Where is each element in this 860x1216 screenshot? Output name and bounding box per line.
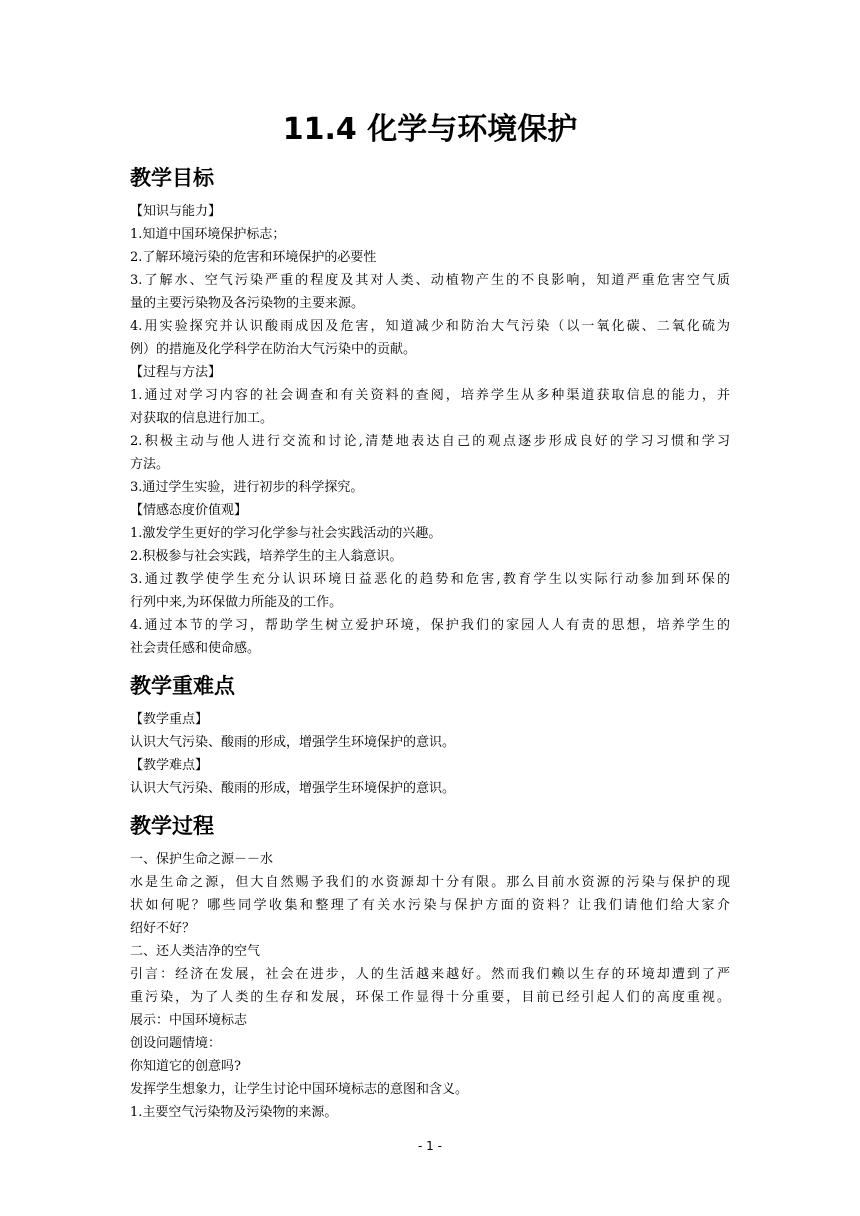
text-line: 【教学重点】 xyxy=(130,712,209,727)
text-line: 行列中来,为环保做力所能及的工作。 xyxy=(130,595,343,610)
text-line: 创设问题情境： xyxy=(130,1036,222,1051)
text-line: 方法。 xyxy=(130,457,170,472)
section-body-objectives xyxy=(130,200,730,660)
text-line: 重污染，为了人类的生存和发展，环保工作显得十分重要，目前已经引起人们的高度重视。 xyxy=(130,990,730,1005)
text-line: 引言：经济在发展，社会在进步，人的生活越来越好。然而我们赖以生存的环境却遭到了严 xyxy=(130,967,730,982)
text-line: 例）的措施及化学科学在防治大气污染中的贡献。 xyxy=(130,342,417,357)
section-heading-key-points: 教学重难点 xyxy=(130,674,235,698)
text-line: 1.知道中国环境保护标志； xyxy=(130,227,286,242)
text-line: 绍好不好？ xyxy=(130,921,196,936)
text-line: 1.激发学生更好的学习化学参与社会实践活动的兴趣。 xyxy=(130,526,442,541)
text-line: 二、还人类洁净的空气 xyxy=(130,944,261,959)
text-line: 2.积极主动与他人进行交流和讨论,清楚地表达自己的观点逐步形成良好的学习习惯和学习 xyxy=(130,434,730,449)
text-line: 3.了解水、空气污染严重的程度及其对人类、动植物产生的不良影响，知道严重危害空气质 xyxy=(130,273,730,288)
text-line: 对获取的信息进行加工。 xyxy=(130,411,274,426)
text-line: 社会责任感和使命感。 xyxy=(130,641,261,656)
text-line: 发挥学生想象力，让学生讨论中国环境标志的意图和含义。 xyxy=(130,1082,469,1097)
text-line: 【情感态度价值观】 xyxy=(130,503,248,518)
text-line: 【教学难点】 xyxy=(130,758,209,773)
text-line: 【知识与能力】 xyxy=(130,204,222,219)
text-line: 【过程与方法】 xyxy=(130,365,222,380)
document-title: 11.4 化学与环境保护 xyxy=(282,112,578,147)
section-heading-process: 教学过程 xyxy=(130,814,214,838)
text-line: 4.用实验探究并认识酸雨成因及危害，知道减少和防治大气污染（以一氧化碳、二氧化硫为 xyxy=(130,319,730,334)
text-line: 认识大气污染、酸雨的形成，增强学生环境保护的意识。 xyxy=(130,735,456,750)
text-line: 量的主要污染物及各污染物的主要来源。 xyxy=(130,296,365,311)
text-line: 认识大气污染、酸雨的形成，增强学生环境保护的意识。 xyxy=(130,781,456,796)
page-number: - 1 - xyxy=(418,1139,442,1153)
text-line: 水是生命之源，但大自然赐予我们的水资源却十分有限。那么目前水资源的污染与保护的现 xyxy=(130,875,730,890)
text-line: 一、保护生命之源－－水 xyxy=(130,852,274,867)
document-page xyxy=(130,0,730,1124)
text-line: 你知道它的创意吗? xyxy=(130,1059,241,1074)
text-line: 1.通过对学习内容的社会调查和有关资料的查阅，培养学生从多种渠道获取信息的能力，并 xyxy=(130,388,730,403)
text-line: 3.通过教学使学生充分认识环境日益恶化的趋势和危害,教育学生以实际行动参加到环保的 xyxy=(130,572,730,587)
text-line: 3.通过学生实验，进行初步的科学探究。 xyxy=(130,480,364,495)
section-body-process xyxy=(130,848,730,1124)
section-body-key-points xyxy=(130,708,730,800)
section-heading-objectives: 教学目标 xyxy=(130,166,214,190)
text-line: 2.积极参与社会实践，培养学生的主人翁意识。 xyxy=(130,549,403,564)
text-line: 展示：中国环境标志 xyxy=(130,1013,248,1028)
text-line: 1.主要空气污染物及污染物的来源。 xyxy=(130,1105,338,1120)
text-line: 状如何呢？哪些同学收集和整理了有关水污染与保护方面的资料？让我们请他们给大家介 xyxy=(130,898,730,913)
text-line: 4.通过本节的学习，帮助学生树立爱护环境，保护我们的家园人人有责的思想，培养学生的 xyxy=(130,618,730,633)
text-line: 2.了解环境污染的危害和环境保护的必要性 xyxy=(130,250,377,265)
